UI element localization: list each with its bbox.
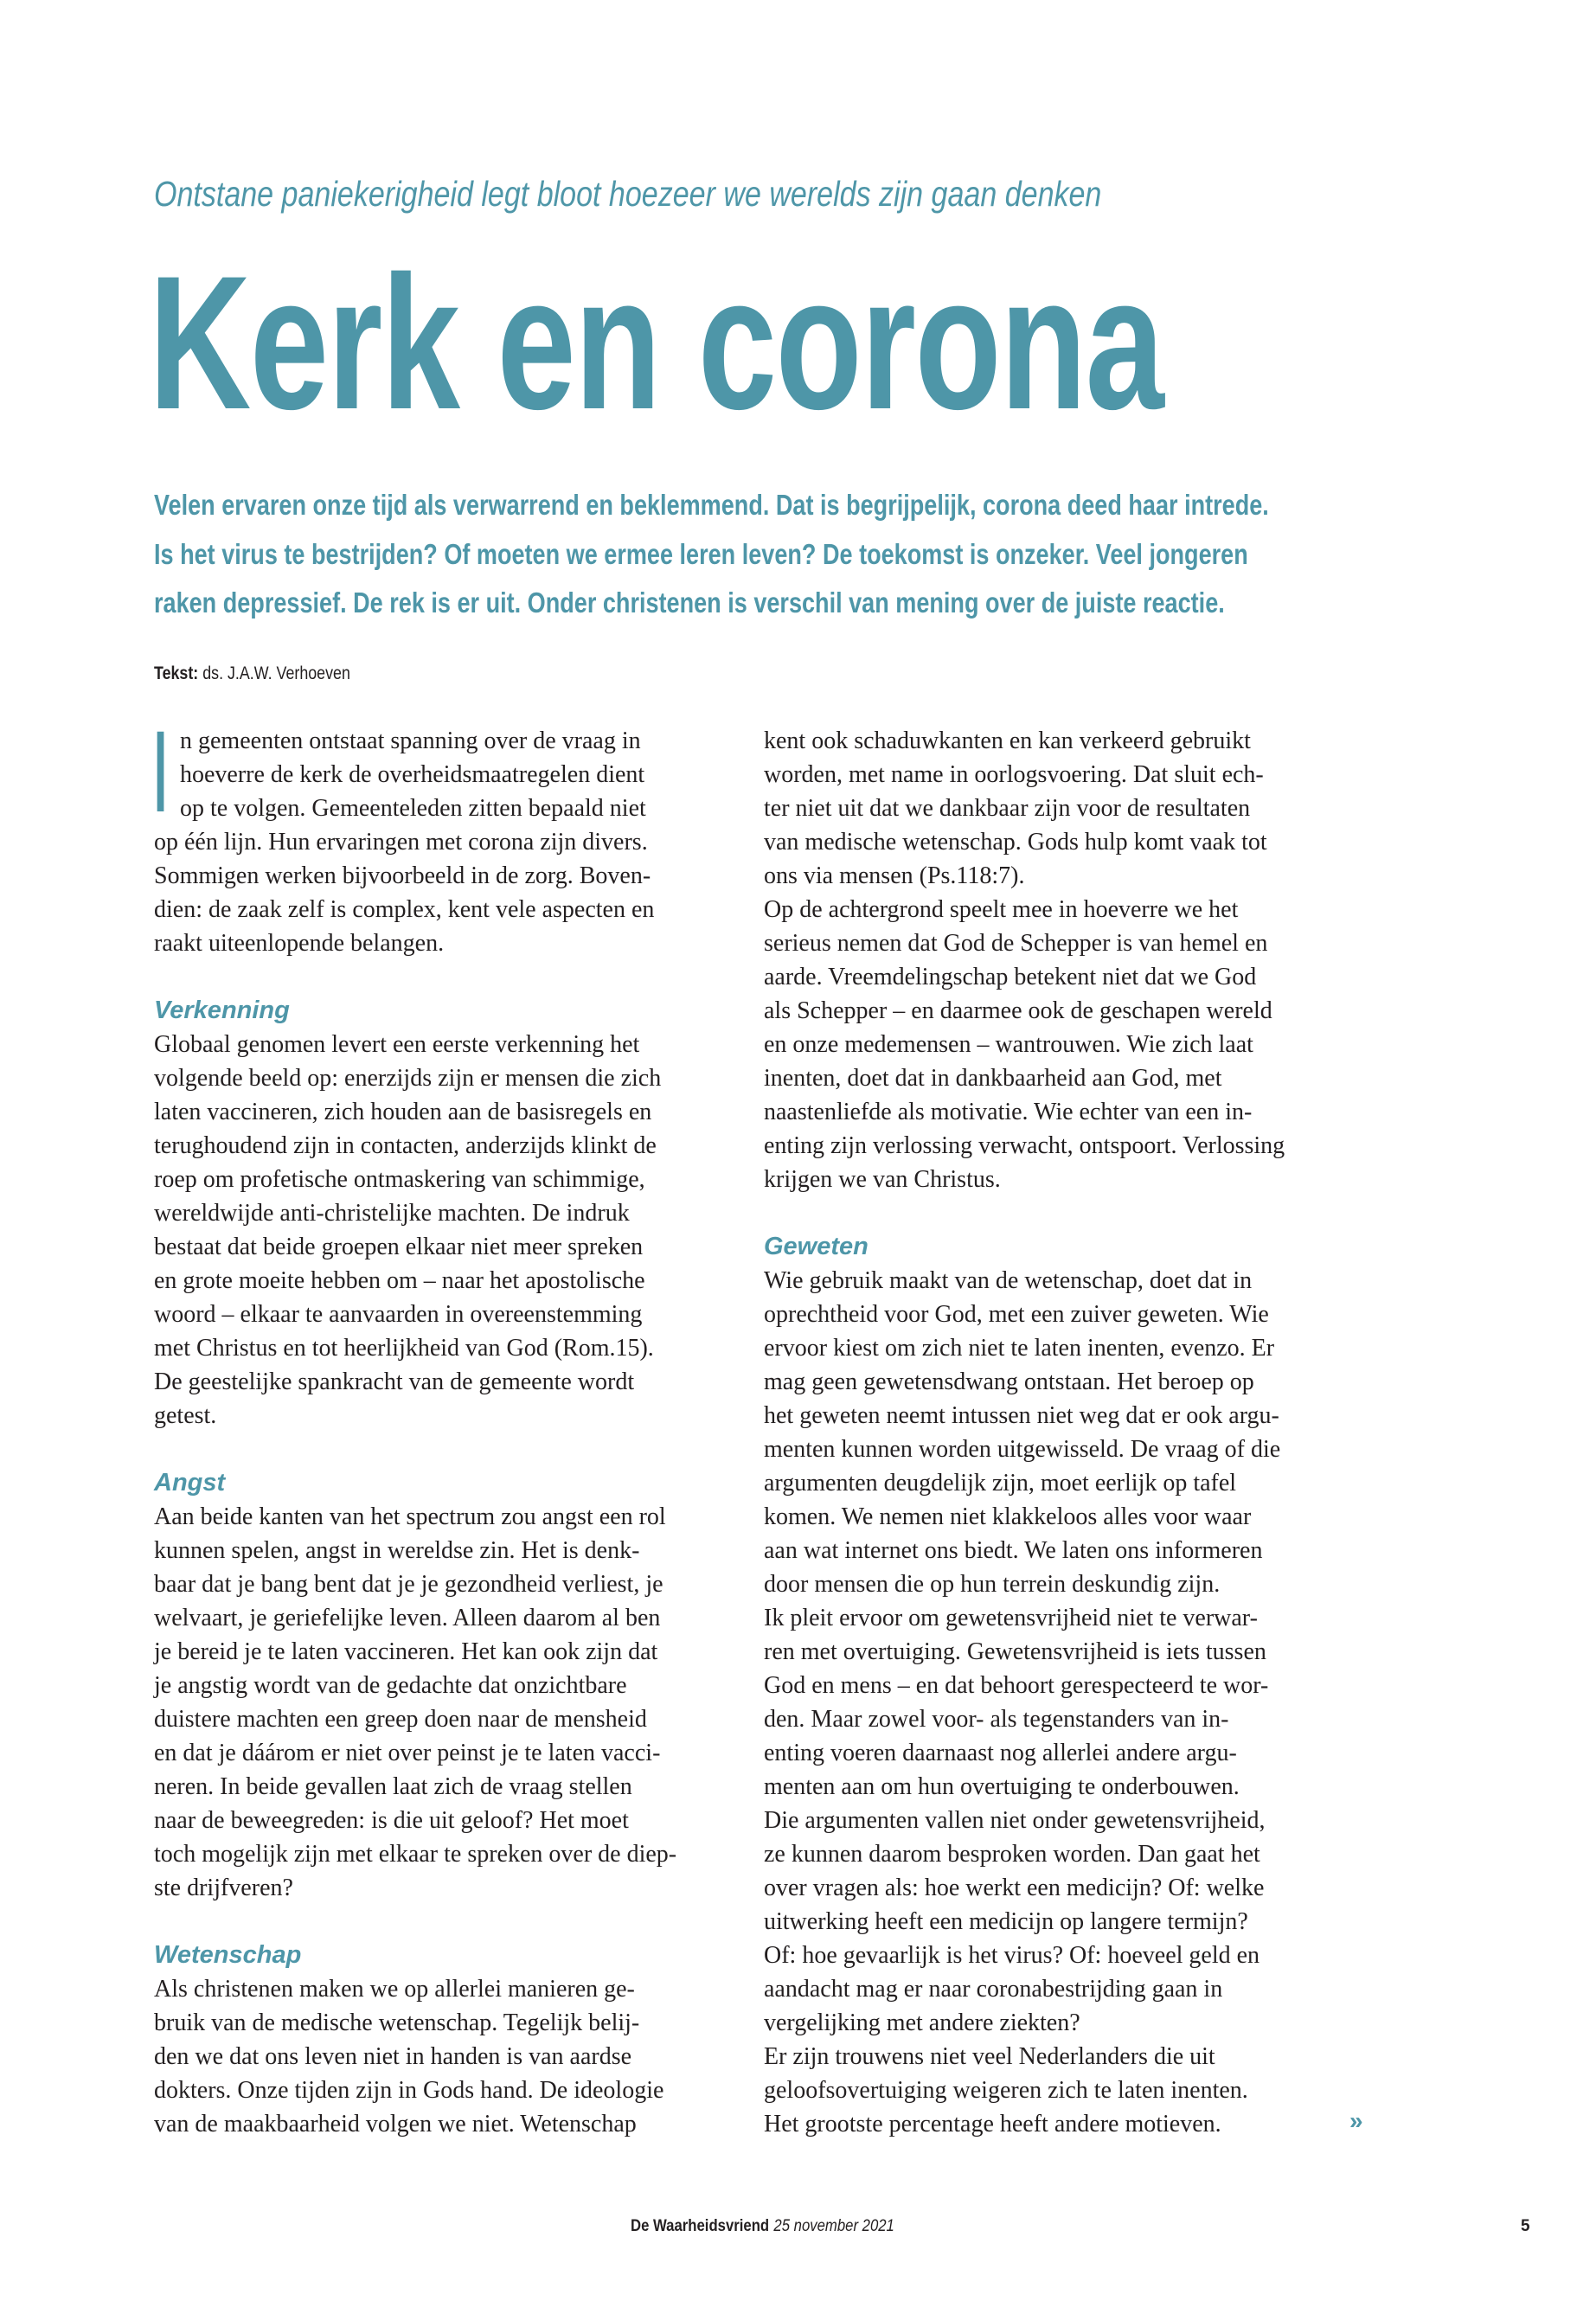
text-line: door mensen die op hun terrein deskundig zijn.: [764, 1571, 1221, 1598]
text-line: aan wat internet ons biedt. We laten ons informeren: [764, 1537, 1263, 1564]
text-line: ze kunnen daarom besproken worden. Dan gaat het: [764, 1841, 1260, 1868]
text-line: bruik van de medische wetenschap. Tegelijk belij-: [154, 2009, 640, 2036]
text-line: volgende beeld op: enerzijds zijn er mensen die zich: [154, 1065, 662, 1092]
column-right: [764, 724, 1352, 2141]
paragraph: [154, 724, 742, 960]
text-line: inenten, doet dat in dankbaarheid aan God, met: [764, 1065, 1222, 1092]
text-line: je bereid je te laten vaccineren. Het kan ook zijn dat: [154, 1638, 658, 1665]
text-line: komen. We nemen niet klakkeloos alles voor waar: [764, 1503, 1252, 1530]
text-line: Op de achtergrond speelt mee in hoeverre we het: [764, 896, 1239, 923]
text-line: met Christus en tot heerlijkheid van God (Rom.15).: [154, 1335, 654, 1362]
page-number: 5: [1521, 2217, 1530, 2235]
text-line: dokters. Onze tijden zijn in Gods hand. De ideologie: [154, 2077, 664, 2104]
text-line: den. Maar zowel voor- als tegenstanders van in-: [764, 1706, 1229, 1733]
text-line: ren met overtuiging. Gewetensvrijheid is iets tussen: [764, 1638, 1266, 1665]
section-heading: Verkenning: [154, 997, 290, 1024]
text-line: van de maakbaarheid volgen we niet. Wetenschap: [154, 2111, 637, 2138]
text-line: getest.: [154, 1402, 217, 1429]
text-line: op te volgen. Gemeenteleden zitten bepaald niet: [180, 795, 646, 822]
text-line: argumenten deugdelijk zijn, moet eerlijk op tafel: [764, 1470, 1237, 1497]
text-line: en onze medemensen – wantrouwen. Wie zich laat: [764, 1031, 1253, 1058]
text-line: n gemeenten ontstaat spanning over de vraag in: [180, 727, 641, 754]
text-line: aarde. Vreemdelingschap betekent niet dat we God: [764, 964, 1257, 990]
paragraph-spacer: [154, 960, 742, 994]
text-line: als Schepper – en daarmee ook de geschapen wereld: [764, 997, 1272, 1024]
text-line: uitwerking heeft een medicijn op langere termijn?: [764, 1908, 1248, 1935]
paragraph: [154, 1500, 742, 1905]
text-line: ste drijfveren?: [154, 1875, 293, 1901]
text-line: hoeverre de kerk de overheidsmaatregelen dient: [180, 761, 645, 788]
text-line: God en mens – en dat behoort gerespecteerd te wor-: [764, 1672, 1269, 1699]
text-line: laten vaccineren, zich houden aan de basisregels en: [154, 1099, 652, 1125]
issue-date: 25 november 2021: [773, 2217, 894, 2235]
text-line: Wie gebruik maakt van de wetenschap, doet dat in: [764, 1267, 1253, 1294]
article-lead: [154, 481, 1538, 628]
text-line: terughoudend zijn in contacten, anderzijds klinkt de: [154, 1132, 657, 1159]
drop-cap: I: [151, 708, 171, 836]
text-line: ons via mensen (Ps.118:7).: [764, 862, 1025, 889]
lead-line: Velen ervaren onze tijd als verwarrend en beklemmend. Dat is begrijpelijk, corona deed haar intrede.: [154, 489, 1269, 521]
text-line: den we dat ons leven niet in handen is van aardse: [154, 2043, 632, 2070]
text-line: naastenliefde als motivatie. Wie echter van een in-: [764, 1099, 1253, 1125]
text-line: roep om profetische ontmaskering van schimmige,: [154, 1166, 645, 1193]
text-line: menten aan om hun overtuiging te onderbouwen.: [764, 1773, 1240, 1800]
text-line: op één lijn. Hun ervaringen met corona zijn divers.: [154, 829, 648, 856]
text-line: je angstig wordt van de gedachte dat onzichtbare: [154, 1672, 627, 1699]
text-line: neren. In beide gevallen laat zich de vraag stellen: [154, 1773, 632, 1800]
text-line: Ik pleit ervoor om gewetensvrijheid niet te verwar-: [764, 1605, 1258, 1631]
text-line: ter niet uit dat we dankbaar zijn voor de resultaten: [764, 795, 1251, 822]
lead-line: raken depressief. De rek is er uit. Onder christenen is verschil van mening over de juiste reactie.: [154, 586, 1225, 619]
byline-author: ds. J.A.W. Verhoeven: [202, 663, 350, 683]
text-line: van medische wetenschap. Gods hulp komt vaak tot: [764, 829, 1267, 856]
text-line: welvaart, je geriefelijke leven. Alleen daarom al ben: [154, 1605, 661, 1631]
text-line: aandacht mag er naar coronabestrijding gaan in: [764, 1976, 1223, 2003]
page-footer: [631, 2214, 894, 2239]
text-line: kunnen spelen, angst in wereldse zin. Het is denk-: [154, 1537, 640, 1564]
continue-arrow-icon: »: [1349, 2107, 1363, 2134]
text-line: krijgen we van Christus.: [764, 1166, 1001, 1193]
text-line: ervoor kiest om zich niet te laten inenten, evenzo. Er: [764, 1335, 1275, 1362]
byline-label: Tekst:: [154, 663, 199, 683]
text-line: Er zijn trouwens niet veel Nederlanders die uit: [764, 2043, 1215, 2070]
text-line: vergelijking met andere ziekten?: [764, 2009, 1080, 2036]
text-line: serieus nemen dat God de Schepper is van hemel en: [764, 930, 1268, 957]
text-line: het geweten neemt intussen niet weg dat er ook argu-: [764, 1402, 1279, 1429]
paragraph-spacer: [154, 1433, 742, 1466]
text-line: Globaal genomen levert een eerste verkenning het: [154, 1031, 640, 1058]
text-line: Als christenen maken we op allerlei manieren ge-: [154, 1976, 635, 2003]
text-line: woord – elkaar te aanvaarden in overeenstemming: [154, 1301, 643, 1328]
column-left: [154, 724, 742, 2141]
publication-name: De Waarheidsvriend: [631, 2217, 770, 2235]
text-line: duistere machten een greep doen naar de mensheid: [154, 1706, 647, 1733]
text-line: worden, met name in oorlogsvoering. Dat sluit ech-: [764, 761, 1264, 788]
paragraph-spacer: [764, 1196, 1352, 1230]
text-line: Die argumenten vallen niet onder gewetensvrijheid,: [764, 1807, 1266, 1834]
article-title: Kerk en corona: [149, 236, 1163, 449]
text-line: wereldwijde anti-christelijke machten. De indruk: [154, 1200, 630, 1227]
text-line: De geestelijke spankracht van de gemeente wordt: [154, 1368, 635, 1395]
text-line: kent ook schaduwkanten en kan verkeerd gebruikt: [764, 727, 1251, 754]
text-line: menten kunnen worden uitgewisseld. De vraag of die: [764, 1436, 1281, 1463]
paragraph: [764, 1264, 1352, 2141]
text-line: oprechtheid voor God, met een zuiver geweten. Wie: [764, 1301, 1269, 1328]
text-line: dien: de zaak zelf is complex, kent vele aspecten en: [154, 896, 655, 923]
lead-line: Is het virus te bestrijden? Of moeten we ermee leren leven? De toekomst is onzeker. Veel jongeren: [154, 537, 1248, 570]
text-line: toch mogelijk zijn met elkaar te spreken over de diep-: [154, 1841, 677, 1868]
text-line: Of: hoe gevaarlijk is het virus? Of: hoeveel geld en: [764, 1942, 1260, 1969]
paragraph: [154, 1028, 742, 1433]
section-heading: Geweten: [764, 1233, 869, 1260]
text-line: en dat je dáárom er niet over peinst je te laten vacci-: [154, 1740, 661, 1766]
text-line: bestaat dat beide groepen elkaar niet meer spreken: [154, 1234, 644, 1260]
section-heading: Angst: [154, 1469, 226, 1497]
text-line: Aan beide kanten van het spectrum zou angst een rol: [154, 1503, 666, 1530]
text-line: en grote moeite hebben om – naar het apostolische: [154, 1267, 645, 1294]
text-line: geloofsovertuiging weigeren zich te laten inenten.: [764, 2077, 1248, 2104]
text-line: over vragen als: hoe werkt een medicijn? Of: welke: [764, 1875, 1265, 1901]
paragraph: [154, 1972, 742, 2141]
text-line: naar de beweegreden: is die uit geloof? Het moet: [154, 1807, 629, 1834]
text-line: enting zijn verlossing verwacht, ontspoort. Verlossing: [764, 1132, 1285, 1159]
paragraph-spacer: [154, 1905, 742, 1939]
text-line: enting voeren daarnaast nog allerlei andere argu-: [764, 1740, 1237, 1766]
text-line: Het grootste percentage heeft andere motieven.: [764, 2111, 1221, 2138]
text-line: Sommigen werken bijvoorbeeld in de zorg. Boven-: [154, 862, 651, 889]
paragraph: [764, 724, 1352, 1196]
article-kicker: Ontstane paniekerigheid legt bloot hoezeer we werelds zijn gaan denken: [154, 174, 1102, 214]
text-line: raakt uiteenlopende belangen.: [154, 930, 445, 957]
section-heading: Wetenschap: [154, 1941, 302, 1969]
byline: [154, 662, 350, 686]
text-line: baar dat je bang bent dat je je gezondheid verliest, je: [154, 1571, 663, 1598]
text-line: mag geen gewetensdwang ontstaan. Het beroep op: [764, 1368, 1254, 1395]
